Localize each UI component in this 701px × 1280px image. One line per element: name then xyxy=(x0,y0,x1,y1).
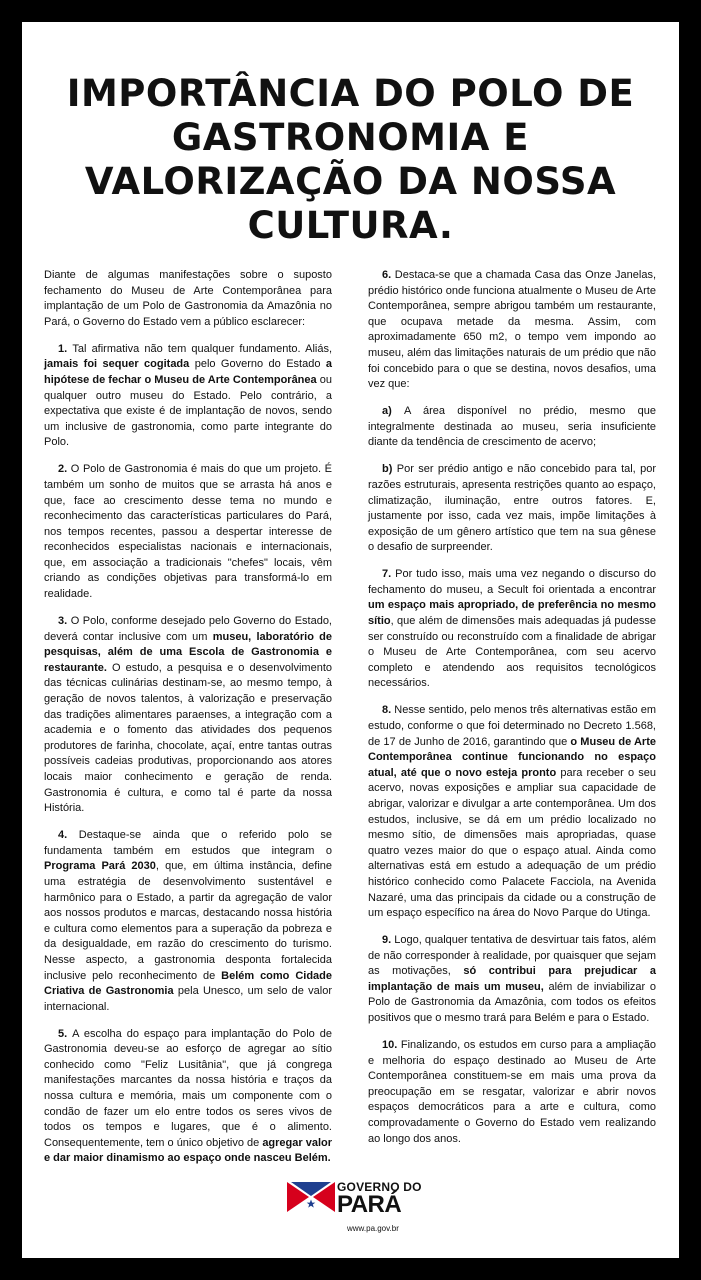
para-flag-icon xyxy=(287,1182,335,1212)
paragraph-number: 9. xyxy=(382,934,395,947)
paragraph-text: Destaque-se ainda que o referido polo se fundamenta também em estudos que integram o xyxy=(44,829,332,857)
logo-para-text: PARÁ xyxy=(337,1191,402,1218)
paragraph-number: a) xyxy=(382,405,405,418)
paragraph-bold: o Museu de Arte Contemporânea continue funcionando no espaço atual, até que o novo esteja pronto xyxy=(368,735,656,779)
paragraph-text: A escolha do espaço para implantação do Polo de Gastronomia deveu-se ao esforço de agregar ao sítio conhecido como "Feliz Lusitânia", que já congrega manifestações marcantes da nossa história e traços da nossa cultura e memória, mais um componente com o condão de fazer um elo entre todos os seres vivos de todos os tempos e lugares, que é o alimento. Consequentemente, tem o único objetivo de xyxy=(44,1027,332,1149)
paragraph-8 xyxy=(368,703,656,921)
paragraph-number: 2. xyxy=(58,463,71,476)
paragraph-text: além de inviabilizar o Polo de Gastronomia da Amazônia, com todos os efeitos positivos que o mesmo trará para Belém e para o Estado. xyxy=(368,980,656,1025)
paragraph-text: pelo Governo do Estado xyxy=(189,358,326,371)
paragraph-bold: agregar valor e dar maior dinamismo ao espaço onde nasceu Belém. xyxy=(44,1136,333,1165)
paragraph-number: 6. xyxy=(382,269,395,281)
paragraph-number: 5. xyxy=(58,1027,73,1040)
paragraph-bold: um espaço mais apropriado, de preferência no mesmo sítio xyxy=(368,599,656,628)
paragraph-4 xyxy=(44,828,332,1015)
paragraph-6 xyxy=(368,268,656,393)
paragraph-text: Tal afirmativa não tem qualquer fundamento. Aliás, xyxy=(72,342,333,355)
paragraph-10 xyxy=(368,1038,656,1147)
paragraph-number: b) xyxy=(382,463,397,476)
paragraph-3 xyxy=(44,614,332,817)
paragraph-text: , que além de dimensões mais adequadas já pudesse ser construído ou reconstruído com a finalidade de abrigar o Museu de Arte Contemporânea, com seu acervo completo e atendendo aos requisitos tecnológicos necessários. xyxy=(368,615,656,690)
paragraph-number: 10. xyxy=(382,1039,401,1052)
paragraph-number: 8. xyxy=(382,704,395,717)
paragraph-bold: jamais foi sequer cogitada xyxy=(44,358,190,371)
paragraph-text: O Polo de Gastronomia é mais do que um projeto. É também um sonho de muitos que se arrasta há anos e que, face ao crescimento desse tema no mundo e reconhecimento das características particulares do Pará, nos tempos recentes, passou a despertar interesse de reconhecidos especialistas nacionais e internacionais, que, em associação a tradicionais "chefes" locais, vêm criando as condições objetivas para transformá-lo em realidade. xyxy=(44,463,332,601)
paragraph-bold: Programa Pará 2030 xyxy=(44,860,156,873)
paragraph-number: 1. xyxy=(58,342,73,355)
paragraph-text: Logo, qualquer tentativa de desvirtuar tais fatos, além de não corresponder à realidade, por quaisquer que sejam as motivações, xyxy=(368,934,657,978)
paragraph-text: pela Unesco, um selo de valor internacional. xyxy=(44,985,332,1013)
paragraph-text: O Polo, conforme desejado pelo Governo do Estado, deverá contar inclusive com um xyxy=(44,615,332,643)
flag-star-icon xyxy=(307,1200,316,1208)
paragraph-number: 7. xyxy=(382,568,396,581)
paragraph-text: Por tudo isso, mais uma vez negando o discurso do fechamento do museu, a Secult foi orientada a encontrar xyxy=(368,568,656,596)
paragraph-1 xyxy=(44,342,332,451)
logo-governo-text: GOVERNO DO xyxy=(337,1180,422,1194)
document-page xyxy=(22,22,679,1258)
paragraph-6b xyxy=(368,462,656,556)
website-url: www.pa.gov.br xyxy=(347,1224,399,1233)
paragraph-text: ou qualquer outro museu do Estado. Pelo contrário, a expectativa que existe é de implantação de novos, sendo um inclusive de gastronomia, como parte integrante do Polo. xyxy=(44,373,332,449)
paragraph-text: Nesse sentido, pelo menos três alternativas estão em estudo, conforme o que foi determinado no Decreto 1.568, de 17 de Junho de 2016, garantindo que xyxy=(368,704,656,748)
intro-paragraph: Diante de algumas manifestações sobre o suposto fechamento do Museu de Arte Contemporânea para implantação de um Polo de Gastronomia da Amazônia no Pará, o Governo do Estado vem a público esclarecer: xyxy=(44,269,332,328)
governo-do-para-logo xyxy=(287,1174,422,1240)
paragraph-text: O estudo, a pesquisa e o desenvolvimento das técnicas culinárias destinam-se, ao mesmo tempo, à geração de novos talentos, à valorização e preservação das tradições alimentares paraenses, a integração com a academia e o fomento das atividades dos pequenos produtores de farinha, chocolate, açaí, entre tantas outras possíveis cadeias produtivas, proporcionando aos atores locais maior conhecimento e geração de renda. Gastronomia é cultura, e como tal é parte da nossa História. xyxy=(44,661,332,815)
paragraph-9 xyxy=(368,933,656,1027)
paragraph-number: 3. xyxy=(58,615,71,628)
paragraph-7 xyxy=(368,567,656,692)
paragraph-bold: Belém como Cidade Criativa de Gastronomia xyxy=(44,969,332,998)
paragraph-text: Finalizando, os estudos em curso para a ampliação e melhoria do espaço destinado ao Museu de Arte Contemporânea constituem-se em mais uma prova da preocupação em se resgatar, valorizar e abrir novos espaços democráticos para a arte e cultura, como comprovadamente o Governo do Estado vem realizando ao longo dos anos. xyxy=(368,1039,656,1145)
paragraph-text: para receber o seu acervo, novas exposições e ampliar sua capacidade de abrigar, valorizar e divulgar a arte contemporânea. Um dos estudos, inclusive, se dá em um prédio localizado no mesmo sítio, de dimensões mais apropriadas, quase quatro vezes maior do que o espaço atual. Ainda como alternativas está em estudo a adequação de um prédio histórico conhecido como Palacete Facciola, na Avenida Nazaré, uma das principais da cidade ou a construção de um espaço específico na área do Novo Parque do Utinga. xyxy=(368,766,657,920)
left-column xyxy=(44,268,332,1178)
page-title: IMPORTÂNCIA DO POLO DE GASTRONOMIA E VALORIZAÇÃO DA NOSSA CULTURA. xyxy=(66,72,635,247)
paragraph-text: , que, em última instância, define uma estratégia de desenvolvimento sustentável e harmônico para o Estado, a partir da agregação de valor aos nossos produtos e marcas, destacando nossa história e cultura como elementos para a superação da pobreza e da desigualdade, em razão do crescimento do turismo. Nesse aspecto, a gastronomia desponta fortalecida inclusive pelo reconhecimento de xyxy=(44,860,332,982)
paragraph-text: A área disponível no prédio, mesmo que integralmente destinada ao museu, seria insuficiente diante da tendência de crescimento de acervo; xyxy=(368,405,656,449)
paragraph-bold: a hipótese de fechar o Museu de Arte Contemporânea xyxy=(44,358,333,386)
paragraph-number: 4. xyxy=(58,829,79,842)
paragraph-2 xyxy=(44,462,332,602)
paragraph-text: Destaca-se que a chamada Casa das Onze Janelas, prédio histórico onde funciona atualmente o Museu de Arte Contemporânea, sempre abrigou também um restaurante, que ocupava metade da mesma. Assim, com aproximadamente 650 m2, o tempo vem impondo ao museu, além das limitações naturais de um prédio que não foi concebido para o que se destina, novos desafios, uma vez que: xyxy=(368,269,656,391)
paragraph-6a xyxy=(368,404,656,451)
paragraph-5 xyxy=(44,1027,332,1167)
paragraph-bold: museu, laboratório de pesquisas, além de uma Escola de Gastronomia e restaurante. xyxy=(44,630,332,674)
paragraph-bold: só contribui para prejudicar a implantação de mais um museu, xyxy=(368,965,657,993)
paragraph-text: Por ser prédio antigo e não concebido para tal, por razões estruturais, apresenta restrições quanto ao espaço, climatização, iluminação, entre outros fatores. E, justamente por isso, cada vez mais, impõe limitações à exposição de um gênero artístico que tem na sua gênese o desafio de surpreender. xyxy=(368,463,656,554)
right-column xyxy=(368,268,656,1159)
